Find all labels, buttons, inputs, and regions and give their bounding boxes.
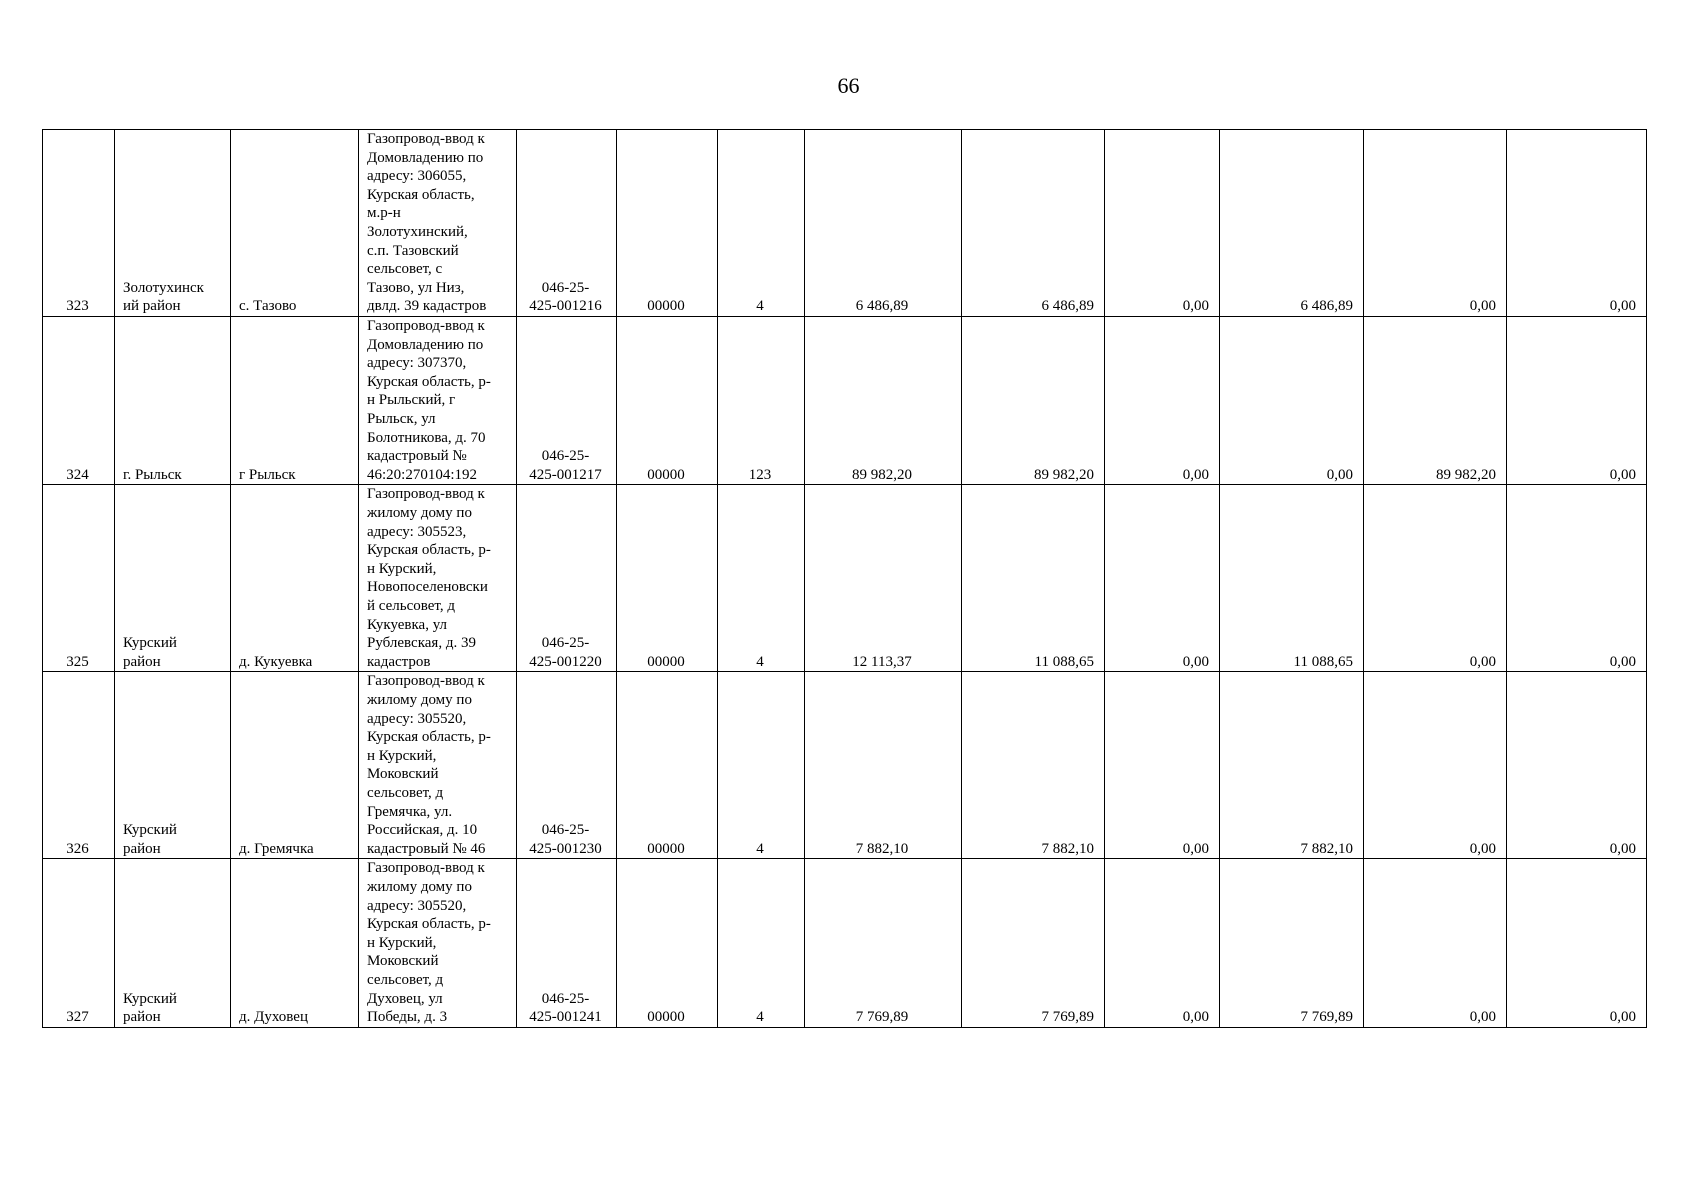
value-cell-5: 0,00 xyxy=(1364,672,1507,859)
description-line: Газопровод-ввод к xyxy=(367,673,485,690)
table-row xyxy=(43,859,1647,1027)
value-cell-6: 0,00 xyxy=(1507,485,1647,672)
inventory-line: 046-25- xyxy=(541,635,590,652)
value-cell-5: 0,00 xyxy=(1364,859,1507,1027)
description-line: Новопоселеновски xyxy=(367,579,488,596)
value-cell-1: 6 486,89 xyxy=(805,130,962,317)
description-line: н Курский, xyxy=(367,747,437,764)
description-line: сельсовет, с xyxy=(367,261,443,278)
page-number: 66 xyxy=(837,73,860,98)
description-line: Победы, д. 3 xyxy=(367,1009,448,1026)
inventory-line: 425-001241 xyxy=(529,1009,602,1026)
locality-cell: д. Духовец xyxy=(231,859,359,1027)
table-row xyxy=(43,317,1647,485)
description-line: сельсовет, д xyxy=(367,971,444,988)
table-row xyxy=(43,130,1647,317)
inventory-line: 046-25- xyxy=(541,990,590,1007)
description-line: Курская область, р- xyxy=(367,916,491,933)
district-line: район xyxy=(123,840,161,857)
quantity-cell: 4 xyxy=(718,485,805,672)
description-line: Российская, д. 10 xyxy=(367,822,478,839)
value-cell-1: 7 769,89 xyxy=(805,859,962,1027)
description-line: жилому дому по xyxy=(367,505,472,521)
code-cell: 00000 xyxy=(617,317,718,485)
description-line: Болотникова, д. 70 xyxy=(367,429,486,446)
description-line: н Рыльский, г xyxy=(367,392,456,409)
inventory-line: 046-25- xyxy=(541,822,590,839)
value-cell-1: 89 982,20 xyxy=(805,317,962,485)
description-line: Курская область, р- xyxy=(367,373,491,390)
value-cell-4: 6 486,89 xyxy=(1220,130,1364,317)
description-cell xyxy=(359,317,517,485)
value-cell-1: 7 882,10 xyxy=(805,672,962,859)
description-line: сельсовет, д xyxy=(367,784,444,801)
description-line: Курская область, р- xyxy=(367,542,491,559)
value-cell-2: 11 088,65 xyxy=(962,485,1105,672)
value-cell-5: 89 982,20 xyxy=(1364,317,1507,485)
description-cell xyxy=(359,672,517,859)
quantity-cell: 4 xyxy=(718,672,805,859)
value-cell-4: 7 882,10 xyxy=(1220,672,1364,859)
value-cell-3: 0,00 xyxy=(1105,672,1220,859)
description-line: Гремячка, ул. xyxy=(367,803,453,820)
district-cell xyxy=(115,672,231,859)
description-line: кадастровый № 46 xyxy=(367,840,486,857)
district-line: Золотухинск xyxy=(123,279,204,296)
description-line: кадастров xyxy=(367,653,431,670)
value-cell-3: 0,00 xyxy=(1105,130,1220,317)
value-cell-2: 7 769,89 xyxy=(962,859,1105,1027)
quantity-cell: 4 xyxy=(718,130,805,317)
table-row xyxy=(43,672,1647,859)
value-cell-4: 0,00 xyxy=(1220,317,1364,485)
description-line: й сельсовет, д xyxy=(367,597,455,614)
row-number: 323 xyxy=(43,130,115,317)
description-line: н Курский, xyxy=(367,560,437,577)
description-line: адресу: 306055, xyxy=(367,168,467,185)
locality-cell: д. Кукуевка xyxy=(231,485,359,672)
inventory-line: 425-001230 xyxy=(529,840,602,857)
description-line: адресу: 307370, xyxy=(367,355,467,372)
locality-cell: д. Гремячка xyxy=(231,672,359,859)
description-line: Домовладению по xyxy=(367,149,484,166)
code-cell: 00000 xyxy=(617,859,718,1027)
description-line: Рыльск, ул xyxy=(367,410,436,427)
district-line: район xyxy=(123,1009,161,1026)
district-cell xyxy=(115,130,231,317)
description-line: 46:20:270104:192 xyxy=(367,466,478,483)
district-line: г. Рыльск xyxy=(123,466,182,483)
district-line: Курский xyxy=(123,990,177,1007)
value-cell-6: 0,00 xyxy=(1507,672,1647,859)
value-cell-5: 0,00 xyxy=(1364,485,1507,672)
description-line: Курская область, р- xyxy=(367,729,491,746)
value-cell-2: 7 882,10 xyxy=(962,672,1105,859)
registry-table-body xyxy=(43,130,1647,1028)
description-line: м.р-н xyxy=(367,205,401,222)
value-cell-6: 0,00 xyxy=(1507,130,1647,317)
description-line: Золотухинский, xyxy=(367,224,468,241)
description-line: адресу: 305520, xyxy=(367,710,467,727)
description-line: Кукуевка, ул xyxy=(367,616,448,633)
value-cell-2: 6 486,89 xyxy=(962,130,1105,317)
inventory-number-cell xyxy=(517,859,617,1027)
description-line: адресу: 305523, xyxy=(367,523,467,540)
inventory-line: 046-25- xyxy=(541,279,590,296)
row-number: 326 xyxy=(43,672,115,859)
description-cell xyxy=(359,859,517,1027)
inventory-number-cell xyxy=(517,130,617,317)
inventory-line: 425-001220 xyxy=(529,653,602,670)
value-cell-4: 11 088,65 xyxy=(1220,485,1364,672)
value-cell-2: 89 982,20 xyxy=(962,317,1105,485)
inventory-line: 425-001216 xyxy=(529,298,602,315)
inventory-number-cell xyxy=(517,485,617,672)
table-row xyxy=(43,485,1647,672)
value-cell-6: 0,00 xyxy=(1507,317,1647,485)
district-cell xyxy=(115,859,231,1027)
description-line: Газопровод-ввод к xyxy=(367,318,485,334)
description-line: Духовец, ул xyxy=(367,990,443,1007)
value-cell-3: 0,00 xyxy=(1105,859,1220,1027)
district-line: район xyxy=(123,653,161,670)
quantity-cell: 123 xyxy=(718,317,805,485)
locality-cell: с. Тазово xyxy=(231,130,359,317)
description-cell xyxy=(359,130,517,317)
row-number: 325 xyxy=(43,485,115,672)
description-line: с.п. Тазовский xyxy=(367,242,459,259)
value-cell-6: 0,00 xyxy=(1507,859,1647,1027)
description-line: Домовладению по xyxy=(367,336,484,353)
description-line: Курская область, xyxy=(367,186,475,203)
code-cell: 00000 xyxy=(617,672,718,859)
description-line: Газопровод-ввод к xyxy=(367,131,485,148)
value-cell-3: 0,00 xyxy=(1105,317,1220,485)
code-cell: 00000 xyxy=(617,130,718,317)
description-line: двлд. 39 кадастров xyxy=(367,298,487,315)
inventory-number-cell xyxy=(517,672,617,859)
description-line: жилому дому по xyxy=(367,692,472,708)
district-cell xyxy=(115,317,231,485)
value-cell-3: 0,00 xyxy=(1105,485,1220,672)
description-line: Газопровод-ввод к xyxy=(367,486,485,503)
registry-table xyxy=(42,129,1647,1028)
description-line: Моковский xyxy=(367,953,439,970)
row-number: 324 xyxy=(43,317,115,485)
inventory-number-cell xyxy=(517,317,617,485)
value-cell-4: 7 769,89 xyxy=(1220,859,1364,1027)
district-cell xyxy=(115,485,231,672)
description-line: Газопровод-ввод к xyxy=(367,860,485,877)
description-line: кадастровый № xyxy=(367,448,467,465)
description-line: н Курский, xyxy=(367,934,437,951)
description-cell xyxy=(359,485,517,672)
inventory-line: 046-25- xyxy=(541,448,590,465)
code-cell: 00000 xyxy=(617,485,718,672)
district-line: Курский xyxy=(123,822,177,839)
locality-cell: г Рыльск xyxy=(231,317,359,485)
district-line: Курский xyxy=(123,635,177,652)
description-line: Тазово, ул Низ, xyxy=(367,279,465,296)
description-line: адресу: 305520, xyxy=(367,897,467,914)
inventory-line: 425-001217 xyxy=(529,466,602,483)
value-cell-1: 12 113,37 xyxy=(805,485,962,672)
description-line: Рублевская, д. 39 xyxy=(367,635,476,652)
district-line: ий район xyxy=(123,298,181,315)
quantity-cell: 4 xyxy=(718,859,805,1027)
description-line: Моковский xyxy=(367,766,439,783)
description-line: жилому дому по xyxy=(367,878,472,895)
row-number: 327 xyxy=(43,859,115,1027)
value-cell-5: 0,00 xyxy=(1364,130,1507,317)
